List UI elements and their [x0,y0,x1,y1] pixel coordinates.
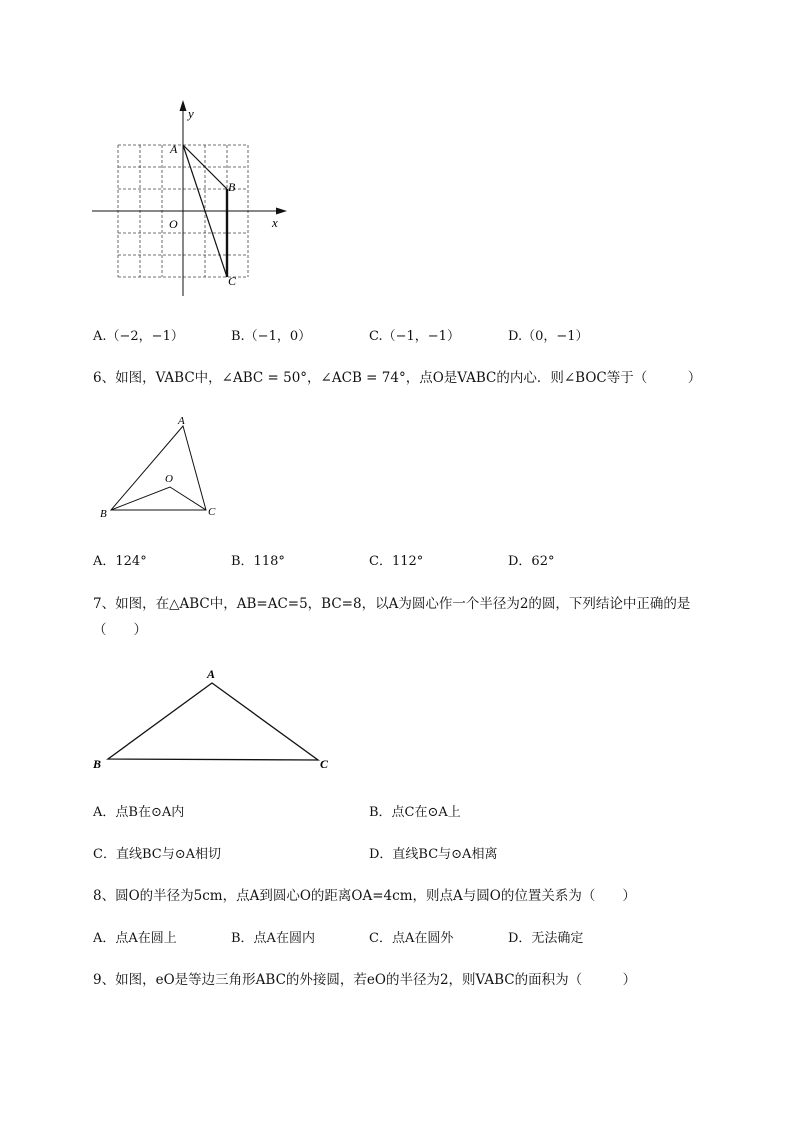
axis-label-x: x [272,215,278,230]
y-axis-arrow [180,100,187,111]
fig7-label-b: B [93,757,102,771]
fig6-label-a: A [178,415,185,427]
question-8-text: 8、圆O的半径为5cm，点A到圆心O的距离OA=4cm，则点A与圆O的位置关系为（ ） [93,888,636,904]
q8-option-c[interactable]: C．点A在圆外 [369,931,454,946]
point-label-c: C [228,274,237,288]
origin-label: O [169,217,178,231]
q6-option-d[interactable]: D．62° [508,554,555,569]
fig7-label-c: C [320,757,329,771]
fig7-label-a: A [207,667,216,681]
q7-option-a[interactable]: A．点B在⊙A内 [93,805,185,820]
triangle-incenter-figure [95,410,225,525]
q7-option-c[interactable]: C．直线BC与⊙A相切 [93,847,221,862]
q8-option-b[interactable]: B．点A在圆内 [231,931,315,946]
q7-option-d[interactable]: D．直线BC与⊙A相离 [369,847,498,862]
question-7-text-line2: （ ） [93,622,147,638]
fig6-label-o: O [165,473,173,485]
q5-option-b[interactable]: B.（−1，0） [231,329,312,344]
question-9-text: 9、如图，eO是等边三角形ABC的外接圆，若eO的半径为2，则VABC的面积为（ ） [93,972,637,988]
point-label-a: A [170,142,178,156]
q6-option-b[interactable]: B．118° [231,554,285,569]
q8-option-d[interactable]: D．无法确定 [508,931,584,946]
coordinate-grid-figure [88,100,298,300]
axes [92,106,280,296]
fig6-label-c: C [208,506,216,518]
q8-option-a[interactable]: A．点A在圆上 [93,931,177,946]
x-axis-arrow [276,208,287,215]
q6-option-a[interactable]: A．124° [93,554,147,569]
q6-option-c[interactable]: C．112° [369,554,424,569]
isosceles-triangle-figure [88,662,338,774]
fig6-label-b: B [100,508,107,520]
q5-option-c[interactable]: C.（−1，−1） [369,329,460,344]
question-7-text-line1: 7、如图，在△ABC中，AB=AC=5，BC=8，以A为圆心作一个半径为2的圆，下列结论中正确的是 [93,596,691,612]
q7-option-b[interactable]: B．点C在⊙A上 [369,805,461,820]
q5-option-d[interactable]: D.（0，−1） [508,329,589,344]
question-6-text: 6、如图，VABC中，∠ABC = 50°，∠ACB = 74°，点O是VABC的内心．则∠BOC等于（ ） [93,370,702,386]
q5-option-a[interactable]: A.（−2，−1） [93,329,184,344]
axis-label-y: y [188,106,194,121]
point-label-b: B [228,180,236,194]
